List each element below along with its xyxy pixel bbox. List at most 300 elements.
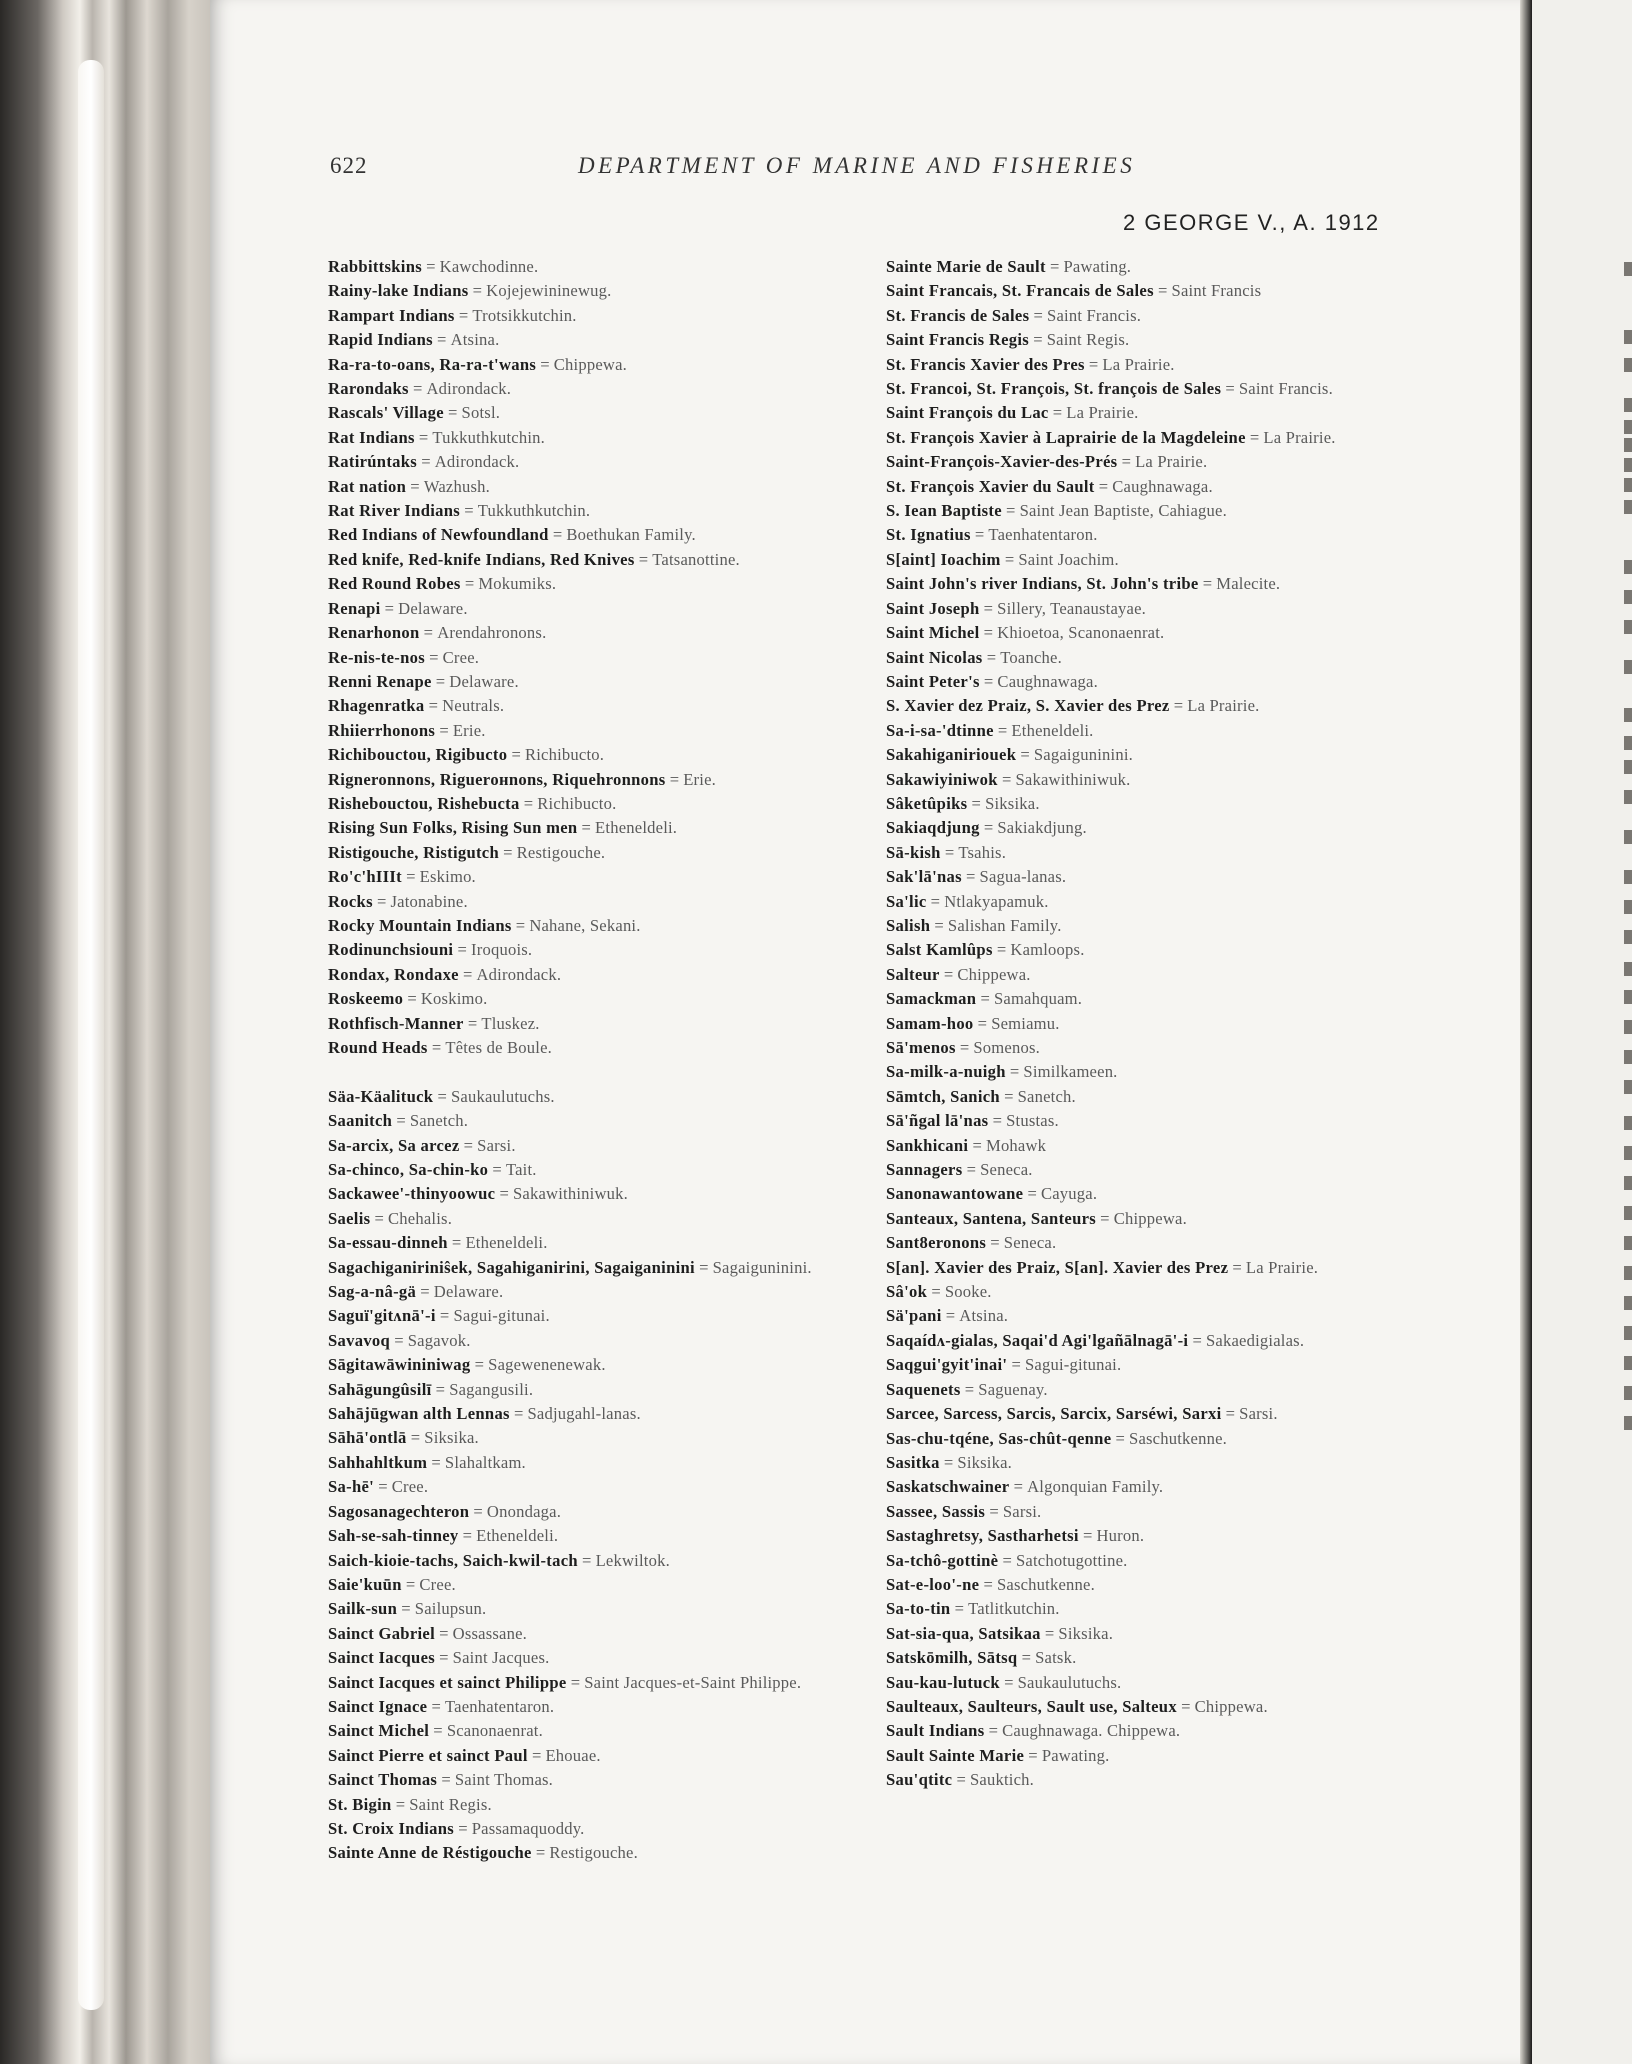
facing-text-fragment [1624,1356,1632,1370]
entry-reference: Samahquam. [993,989,1083,1009]
index-entry [886,719,1406,743]
entry-term: Sa-chinco, Sa-chin-ko [328,1160,489,1180]
binding-band [78,60,104,2010]
entry-equals: = [997,769,1016,789]
facing-text-fragment [1624,358,1632,372]
index-entry [328,890,888,914]
index-entry [328,1549,888,1573]
entry-reference: Saukaulutuchs. [450,1086,555,1106]
entry-term: Sankhicani [886,1135,969,1155]
entry-term: S. Xavier dez Praiz, S. Xavier des Prez [886,696,1170,716]
entry-reference: Sagaiguninini. [712,1257,812,1277]
facing-text-fragment [1624,398,1632,412]
facing-text-fragment [1624,990,1632,1004]
entry-reference: Sagaiguninini. [1033,745,1134,765]
entry-term: Red knife, Red-knife Indians, Red Knives [328,549,635,569]
facing-text-fragment [1624,962,1632,976]
entry-reference: Tluskez. [481,1013,540,1033]
right-column [886,255,1406,1793]
entry-term: Sah-se-sah-tinney [328,1526,459,1546]
entry-equals: = [976,989,994,1009]
entry-term: Rapid Indians [328,330,433,350]
entry-reference: Sadjugahl-lanas. [527,1404,641,1424]
entry-term: Sāgitawāwininiwag [328,1355,471,1375]
entry-reference: Malecite. [1216,574,1281,594]
entry-reference: Sakiakdjung. [997,818,1087,838]
entry-term: Saint Michel [886,623,980,643]
entry-equals: = [1017,1648,1036,1668]
entry-term: Saint Peter's [886,671,980,691]
entry-equals: = [435,720,453,740]
entry-reference: La Prairie. [1263,427,1336,447]
facing-text-fragment [1624,500,1632,514]
entry-reference: Saschutkenne. [996,1574,1095,1594]
entry-term: Rat nation [328,476,407,496]
facing-text-fragment [1624,708,1632,722]
entry-reference: Adirondack. [476,964,562,984]
entry-equals: = [527,1745,546,1765]
entry-term: Rodinunchsiouni [328,940,454,960]
entry-equals: = [1005,1062,1024,1082]
entry-term: Red Indians of Newfoundland [328,525,549,545]
entry-equals: = [979,1574,997,1594]
entry-reference: La Prairie. [1245,1257,1319,1277]
entry-equals: = [495,1184,513,1204]
entry-term: Sat-e-loo'-ne [886,1574,980,1594]
entry-equals: = [419,623,438,643]
entry-term: Rat Indians [328,427,415,447]
entry-reference: Têtes de Boule. [445,1038,553,1057]
entry-equals: = [447,1233,466,1253]
entry-term: Rainy-lake Indians [328,281,469,301]
entry-term: Saint François du Lac [886,403,1049,423]
entry-equals: = [970,525,989,545]
index-entry [328,1402,888,1426]
entry-reference: Pawating. [1041,1745,1110,1765]
entry-term: Rarondaks [328,379,409,399]
index-entry [328,1524,888,1548]
entry-term: Sahājūgwan alth Lennas [328,1404,510,1424]
entry-equals: = [401,1574,420,1594]
entry-equals: = [374,1477,392,1497]
entry-reference: Sagavok. [407,1330,471,1350]
index-entry [886,401,1406,425]
index-entry [886,426,1406,450]
entry-equals: = [999,1672,1018,1692]
entry-equals: = [968,1135,986,1155]
index-entry [328,572,888,596]
entry-term: Ro'c'hIIIt [328,867,402,887]
entry-term: Re-nis-te-nos [328,647,425,667]
entry-equals: = [1096,1208,1114,1228]
entry-equals: = [982,647,1001,667]
index-entry [886,963,1406,987]
entry-equals: = [962,1160,981,1180]
facing-text-fragment [1624,1266,1632,1280]
entry-equals: = [548,525,567,545]
entry-term: Rising Sun Folks, Rising Sun men [328,818,578,838]
facing-text-fragment [1624,900,1632,914]
entry-term: Saskatschwainer [886,1477,1010,1497]
entry-equals: = [961,867,980,887]
entry-reference: Seneca. [980,1160,1033,1180]
index-entry [328,1304,888,1328]
entry-reference: Chippewa. [553,354,628,374]
entry-term: Rat River Indians [328,501,461,521]
entry-reference: Delaware. [398,598,468,618]
entry-equals: = [429,1721,447,1741]
index-entry [886,987,1406,1011]
entry-reference: Jatonabine. [390,891,468,911]
index-entry [328,694,888,718]
facing-text-fragment [1624,620,1632,634]
entry-equals: = [1176,1696,1195,1716]
entry-reference: Erie. [683,769,716,789]
entry-term: Ratirúntaks [328,452,418,472]
index-entry [886,377,1406,401]
entry-reference: Wazhush. [423,476,490,496]
index-entry [328,1671,888,1695]
entry-term: Saint-François-Xavier-des-Prés [886,452,1118,472]
facing-text-fragment [1624,1080,1632,1094]
index-entry [886,1573,1406,1597]
entry-equals: = [960,1379,979,1399]
facing-text-fragment [1624,262,1632,276]
entry-reference: Sanetch. [409,1111,469,1131]
entry-term: Ristigouche, Ristigutch [328,842,499,862]
entry-equals: = [1048,403,1067,423]
index-entry [886,548,1406,572]
entry-reference: Richibucto. [524,745,605,765]
entry-reference: Caughnawaga. Chippewa. [1002,1721,1181,1741]
entry-term: Sakiaqdjung [886,818,980,838]
index-entry [328,523,888,547]
entry-reference: Cree. [391,1477,429,1497]
entry-term: Saint Francais, St. Francais de Sales [886,281,1154,301]
facing-text-fragment [1624,1146,1632,1160]
entry-term: Sainct Thomas [328,1770,438,1790]
index-entry [328,499,888,523]
index-entry [328,1036,888,1060]
facing-text-fragment [1624,1020,1632,1034]
entry-reference: Onondaga. [486,1501,562,1521]
index-entry [886,841,1406,865]
facing-text-fragment [1624,458,1632,472]
entry-reference: Satsk. [1035,1648,1077,1668]
entry-term: Sailk-sun [328,1599,398,1619]
entry-reference: La Prairie. [1102,354,1175,374]
entry-reference: Etheneldeli. [1011,720,1094,740]
index-entry [886,353,1406,377]
entry-equals: = [468,281,487,301]
entry-reference: Saint Jean Baptiste, Cahiague. [1019,501,1227,521]
entry-reference: Tukkuthkutchin. [432,427,545,447]
entry-reference: Trotsikkutchin. [472,305,577,325]
entry-equals: = [431,671,450,691]
entry-equals: = [950,1599,969,1619]
index-entry [886,499,1406,523]
index-entry [328,1182,888,1206]
entry-equals: = [1000,549,1019,569]
entry-equals: = [940,842,959,862]
entry-term: Sas-chu-tqéne, Sas-chût-qenne [886,1428,1112,1448]
entry-equals: = [1040,1623,1059,1643]
entry-equals: = [1094,476,1113,496]
entry-equals: = [955,1038,974,1057]
entry-term: Sainct Iacques et sainct Philippe [328,1672,567,1692]
entry-equals: = [694,1257,713,1277]
facing-text-fragment [1624,1416,1632,1430]
entry-equals: = [432,330,451,350]
entry-term: Sa-hē' [328,1477,375,1497]
entry-reference: Kawchodinne. [439,257,539,276]
entry-reference: Etheneldeli. [476,1526,559,1546]
index-entry [886,1549,1406,1573]
entry-equals: = [408,379,427,399]
index-entry [328,987,888,1011]
index-entry [886,475,1406,499]
entry-term: Sannagers [886,1160,963,1180]
entry-equals: = [986,1233,1004,1253]
entry-equals: = [463,1013,482,1033]
index-entry [886,1085,1406,1109]
entry-term: Roskeemo [328,989,404,1009]
index-entry [886,1427,1406,1451]
session-line: 2 GEORGE V., A. 1912 [1123,210,1380,235]
entry-term: Sant8eronons [886,1233,987,1253]
index-entry [328,1695,888,1719]
entry-equals: = [1078,1526,1097,1546]
index-entry [886,694,1406,718]
entry-equals: = [416,1282,434,1302]
entry-term: Rocky Mountain Indians [328,915,512,935]
index-entry [886,1768,1406,1792]
entry-term: Rampart Indians [328,305,455,325]
entry-reference: Mokumiks. [478,574,557,594]
index-entry [328,1622,888,1646]
entry-reference: Cayuga. [1040,1184,1098,1204]
index-entry [886,1524,1406,1548]
entry-reference: Saint Regis. [409,1794,492,1814]
entry-reference: Sagua-lanas. [979,867,1067,887]
entry-equals: = [939,1452,958,1472]
entry-term: Rabbittskins [328,257,422,276]
index-entry [328,719,888,743]
index-entry [886,1280,1406,1304]
index-entry [886,1329,1406,1353]
entry-reference: Sakawithiniwuk. [512,1184,628,1204]
index-entry [328,1573,888,1597]
index-entry [886,1182,1406,1206]
entry-equals: = [952,1770,970,1790]
facing-text-fragment [1624,930,1632,944]
index-entry [886,328,1406,352]
index-entry [886,279,1406,303]
entry-equals: = [1029,305,1048,325]
facing-text-fragment [1624,790,1632,804]
entry-reference: Saint Regis. [1046,330,1130,350]
entry-reference: Taenhatentaron. [444,1696,555,1716]
entry-reference: Sarsi. [1239,1404,1278,1424]
entry-term: St. Francis Xavier des Pres [886,354,1085,374]
index-entry [886,890,1406,914]
index-entry [886,1695,1406,1719]
facing-text-fragment [1624,870,1632,884]
index-entry [328,1207,888,1231]
index-entry [328,1500,888,1524]
entry-reference: Sanetch. [1017,1086,1076,1106]
index-entry [328,963,888,987]
entry-reference: Tukkuthkutchin. [477,501,591,521]
entry-equals: = [453,940,471,960]
index-entry [328,865,888,889]
entry-term: S. Iean Baptiste [886,501,1002,521]
entry-term: Säa-Käalituck [328,1086,434,1106]
entry-reference: Nahane, Sekani. [529,915,641,935]
entry-reference: Etheneldeli. [465,1233,548,1253]
entry-equals: = [427,1696,445,1716]
entry-term: Santeaux, Santena, Santeurs [886,1208,1097,1228]
entry-term: Saich-kioie-tachs, Saich-kwil-tach [328,1550,578,1570]
index-entry [328,1256,888,1280]
entry-term: Salst Kamlûps [886,940,993,960]
entry-reference: La Prairie. [1066,403,1139,423]
entry-term: Rishebouctou, Rishebucta [328,793,520,813]
entry-equals: = [427,1452,445,1472]
entry-term: St. Francoi, St. François, St. françois de Sales [886,379,1222,399]
entry-reference: Saint Joachim. [1018,549,1119,569]
facing-text-fragment [1624,1386,1632,1400]
entry-equals: = [390,1330,408,1350]
entry-reference: Sotsl. [461,403,501,423]
entry-equals: = [499,842,517,862]
entry-term: Sagachiganiriniŝek, Sagahiganirini, Sagaiganinini [328,1257,695,1277]
facing-text-fragment [1624,438,1632,452]
index-entry [328,816,888,840]
index-entry [886,914,1406,938]
facing-text-fragment [1624,1050,1632,1064]
entry-term: Sahāgungûsilī [328,1379,432,1399]
facing-text-fragment [1624,560,1632,574]
entry-equals: = [454,1818,472,1838]
index-entry [886,597,1406,621]
facing-text-fragment [1624,1206,1632,1220]
entry-term: Saqaídʌ-gialas, Saqai'd Agi'lgañālnagā'-i [886,1330,1189,1350]
entry-term: St. Bigin [328,1794,392,1814]
entry-equals: = [1029,330,1047,350]
entry-equals: = [1045,257,1064,276]
index-entry [328,548,888,572]
entry-equals: = [984,1721,1003,1741]
index-entry [886,1353,1406,1377]
index-entry [886,792,1406,816]
entry-term: Sassee, Sassis [886,1501,986,1521]
entry-equals: = [433,1086,451,1106]
entry-reference: Ossassane. [452,1623,528,1643]
entry-equals: = [1221,379,1239,399]
entry-reference: Saint Francis. [1047,305,1142,325]
entry-equals: = [1117,452,1136,472]
facing-text-fragment [1624,1176,1632,1190]
facing-text-fragment [1624,330,1632,344]
entry-reference: La Prairie. [1187,696,1260,716]
entry-reference: Cree. [442,647,480,667]
index-entry [328,304,888,328]
entry-reference: Cree. [419,1574,456,1594]
entry-reference: Sagewenenewak. [488,1355,606,1375]
entry-term: Sainct Michel [328,1721,430,1741]
entry-reference: Somenos. [973,1038,1040,1057]
facing-text-fragment [1624,1296,1632,1310]
entry-term: Sâ'ok [886,1282,928,1302]
entry-term: St. François Xavier du Sault [886,476,1095,496]
index-entry [328,1793,888,1817]
entry-term: Sa-arcix, Sa arcez [328,1135,460,1155]
index-entry [886,743,1406,767]
index-entry [328,401,888,425]
entry-equals: = [470,1355,489,1375]
facing-text-fragment [1624,736,1632,750]
entry-reference: Tatlitkutchin. [968,1599,1060,1619]
entry-term: Rondax, Rondaxe [328,964,459,984]
entry-term: Sāmtch, Sanich [886,1086,1000,1106]
index-entry [886,816,1406,840]
entry-reference: Taenhatentaron. [988,525,1098,545]
entry-term: Rigneronnons, Riguerонnons, Riquehronnons [328,769,666,789]
index-entry [328,1719,888,1743]
entry-reference: Saguenay. [978,1379,1048,1399]
facing-text-fragment [1624,830,1632,844]
index-entry [328,914,888,938]
entry-term: Sa-to-tin [886,1599,951,1619]
entry-term: Red Round Robes [328,574,461,594]
index-entry [328,328,888,352]
index-entry [886,255,1406,279]
entry-equals: = [967,793,986,813]
entry-reference: Sagui-gitunai. [453,1306,550,1326]
entry-equals: = [1228,1257,1246,1277]
index-entry [886,1134,1406,1158]
entry-term: Sā-kish [886,842,941,862]
index-entry [328,1109,888,1133]
index-entry [886,1744,1406,1768]
index-entry [886,938,1406,962]
entry-reference: Chehalis. [388,1208,453,1228]
entry-term: Rascals' Village [328,403,444,423]
entry-reference: Delaware. [433,1282,504,1302]
entry-equals: = [507,745,525,765]
index-entry [328,1378,888,1402]
entry-term: Saie'kuūn [328,1574,402,1594]
entry-equals: = [424,696,443,716]
entry-equals: = [443,403,462,423]
entry-term: Sau-kau-lutuck [886,1672,1000,1692]
entry-reference: Siksika. [985,793,1040,813]
entry-equals: = [372,891,391,911]
entry-equals: = [926,891,945,911]
entry-equals: = [469,1501,487,1521]
entry-term: Sâketûpiks [886,793,968,813]
entry-equals: = [458,964,477,984]
index-entry [328,1085,888,1109]
entry-reference: Koskimo. [420,989,488,1009]
entry-term: St. Ignatius [886,525,971,545]
entry-equals: = [511,915,530,935]
entry-reference: Ntlakyapamuk. [944,891,1049,911]
entry-reference: Kojejewininewug. [486,281,612,301]
index-entry [328,450,888,474]
index-entry [328,792,888,816]
